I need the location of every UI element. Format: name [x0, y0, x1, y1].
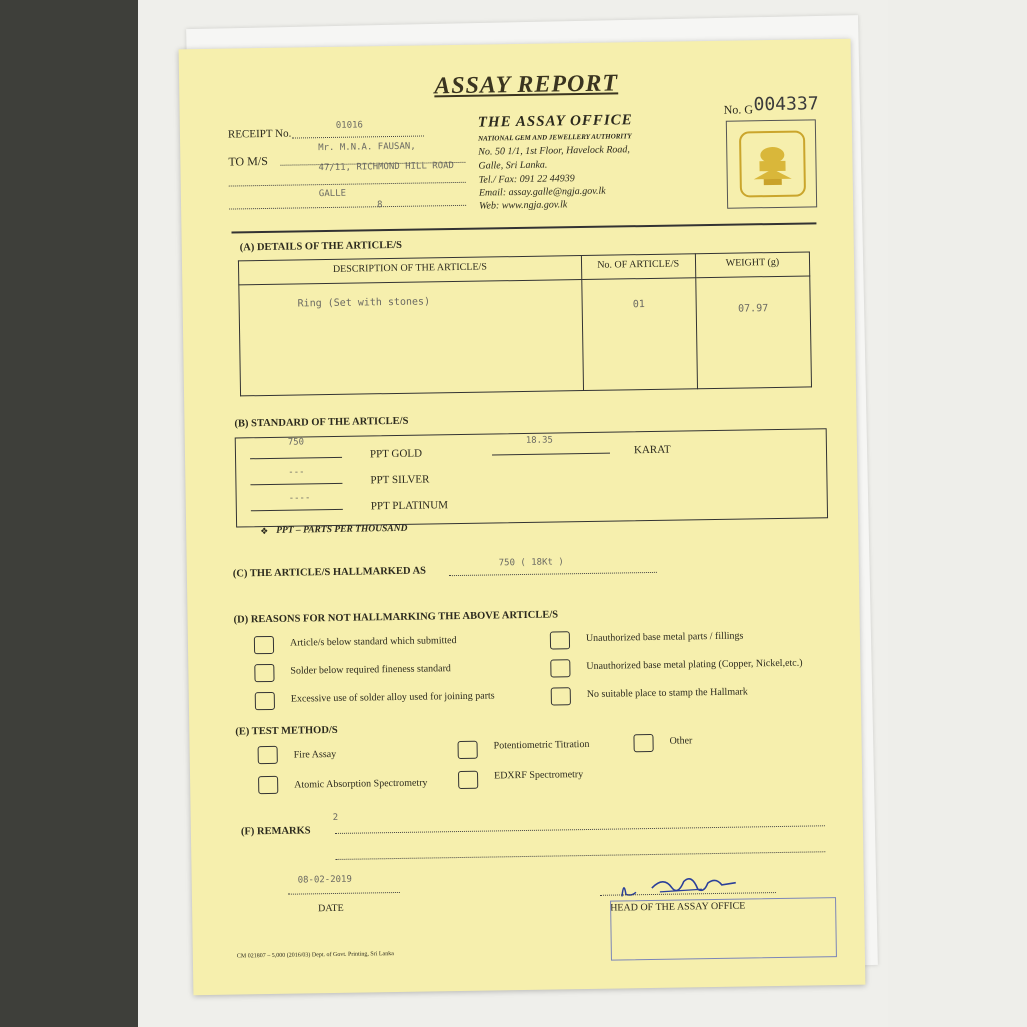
to-address-3: 8 [377, 200, 383, 211]
ppt-note: PPT – PARTS PER THOUSAND [276, 523, 408, 536]
to-address-1: 47/11, RICHMOND HILL ROAD [318, 161, 455, 174]
date-label: DATE [318, 902, 344, 915]
checkbox-fire-assay[interactable] [258, 746, 278, 764]
platinum-line [251, 509, 343, 511]
assay-report-sheet [179, 39, 866, 995]
method-aas: Atomic Absorption Spectrometry [294, 777, 428, 791]
weight-header: WEIGHT (g) [695, 252, 810, 278]
section-a-title: (A) DETAILS OF THE ARTICLE/S [239, 239, 403, 254]
office-tel: Tel./ Fax: 091 22 44939 [478, 173, 575, 186]
header-divider [231, 222, 816, 233]
reason-base-metal-plating: Unauthorized base metal plating (Copper, Nickel,etc.) [586, 657, 803, 673]
reason-solder-fineness: Solder below required fineness standard [290, 663, 451, 677]
article-weight: 07.97 [696, 276, 812, 389]
to-line-3 [229, 205, 466, 210]
report-number-value: 004337 [753, 93, 819, 116]
article-description: Ring (Set with stones) [239, 280, 583, 396]
article-count: 01 [581, 278, 697, 391]
standard-box [235, 428, 828, 527]
checkbox-below-standard[interactable] [254, 636, 274, 654]
gold-value: 750 [287, 437, 305, 448]
karat-label: KARAT [633, 443, 671, 457]
karat-value: 18.35 [525, 435, 553, 446]
report-title: ASSAY REPORT [434, 70, 619, 100]
receipt-label: RECEIPT No. [227, 127, 292, 141]
method-fire-assay: Fire Assay [293, 748, 337, 761]
count-header: No. OF ARTICLE/S [581, 254, 696, 280]
signer-label: HEAD OF THE ASSAY OFFICE [610, 900, 746, 914]
office-authority: NATIONAL GEM AND JEWELLERY AUTHORITY [477, 132, 632, 143]
checkbox-edxrf[interactable] [458, 771, 478, 789]
remarks-value: 2 [332, 812, 339, 824]
background-left [0, 0, 138, 1027]
office-web: Web: www.ngja.gov.lk [479, 199, 568, 212]
platinum-label: PPT PLATINUM [370, 499, 449, 513]
remarks-line-1 [335, 825, 825, 834]
to-name: Mr. M.N.A. FAUSAN, [318, 141, 416, 154]
office-city: Galle, Sri Lanka. [478, 159, 548, 172]
checkbox-base-metal-parts[interactable] [550, 631, 570, 649]
to-line-2 [229, 182, 466, 187]
reason-excess-solder: Excessive use of solder alloy used for joining parts [290, 690, 495, 705]
section-b-title: (B) STANDARD OF THE ARTICLE/S [234, 415, 409, 430]
hallmark-line [449, 572, 657, 576]
background-right [888, 0, 1027, 1027]
checkbox-excess-solder[interactable] [255, 692, 275, 710]
checkbox-no-place[interactable] [551, 687, 571, 705]
date-value: 08-02-2019 [297, 874, 352, 886]
emblem-frame [726, 119, 817, 208]
checkbox-aas[interactable] [258, 776, 278, 794]
checkbox-base-metal-plating[interactable] [550, 659, 570, 677]
articles-table [238, 251, 812, 396]
checkbox-other[interactable] [633, 734, 653, 752]
gold-emblem-icon [739, 131, 806, 198]
section-d-title: (D) REASONS FOR NOT HALLMARKING THE ABOVE ARTICLE/S [233, 609, 559, 626]
office-name: THE ASSAY OFFICE [477, 112, 633, 131]
checkbox-potentiometric[interactable] [458, 741, 478, 759]
reason-no-place: No suitable place to stamp the Hallmark [586, 686, 748, 701]
section-f-title: (F) REMARKS [240, 825, 311, 838]
reason-base-metal-parts: Unauthorized base metal parts / fillings [585, 630, 744, 645]
office-stamp [610, 897, 837, 961]
silver-value: --- [288, 467, 305, 478]
description-header: DESCRIPTION OF THE ARTICLE/S [238, 256, 581, 285]
karat-line [492, 453, 610, 456]
method-edxrf: EDXRF Spectrometry [493, 769, 584, 782]
gold-label: PPT GOLD [369, 447, 423, 461]
receipt-line [292, 135, 424, 138]
remarks-line-2 [335, 851, 825, 860]
checkbox-solder-fineness[interactable] [254, 664, 274, 682]
receipt-value: 01016 [335, 120, 364, 131]
report-number-label: No. G [723, 102, 754, 117]
to-address-2: GALLE [318, 188, 347, 200]
silver-label: PPT SILVER [370, 473, 430, 487]
method-other: Other [669, 735, 693, 747]
hallmark-value: 750 ( 18Kt ) [498, 557, 564, 569]
platinum-value: ---- [288, 493, 311, 504]
date-line [288, 892, 400, 895]
diamond-bullet-icon: ❖ [260, 525, 269, 537]
silver-line [250, 483, 342, 485]
section-c-title: (C) THE ARTICLE/S HALLMARKED AS [232, 565, 427, 580]
print-note: CM 021807 – 5,000 (2016/03) Dept. of Govt. Printing, Sri Lanka [236, 951, 394, 960]
office-email: Email: assay.galle@ngja.gov.lk [478, 185, 606, 199]
method-potentiometric: Potentiometric Titration [493, 738, 590, 752]
section-e-title: (E) TEST METHOD/S [235, 724, 338, 738]
table-row [239, 276, 812, 396]
gold-line [250, 457, 342, 459]
office-address: No. 50 1/1, 1st Floor, Havelock Road, [478, 144, 630, 158]
to-label: TO M/S [228, 153, 268, 169]
reason-below-standard: Article/s below standard which submitted [289, 635, 457, 649]
